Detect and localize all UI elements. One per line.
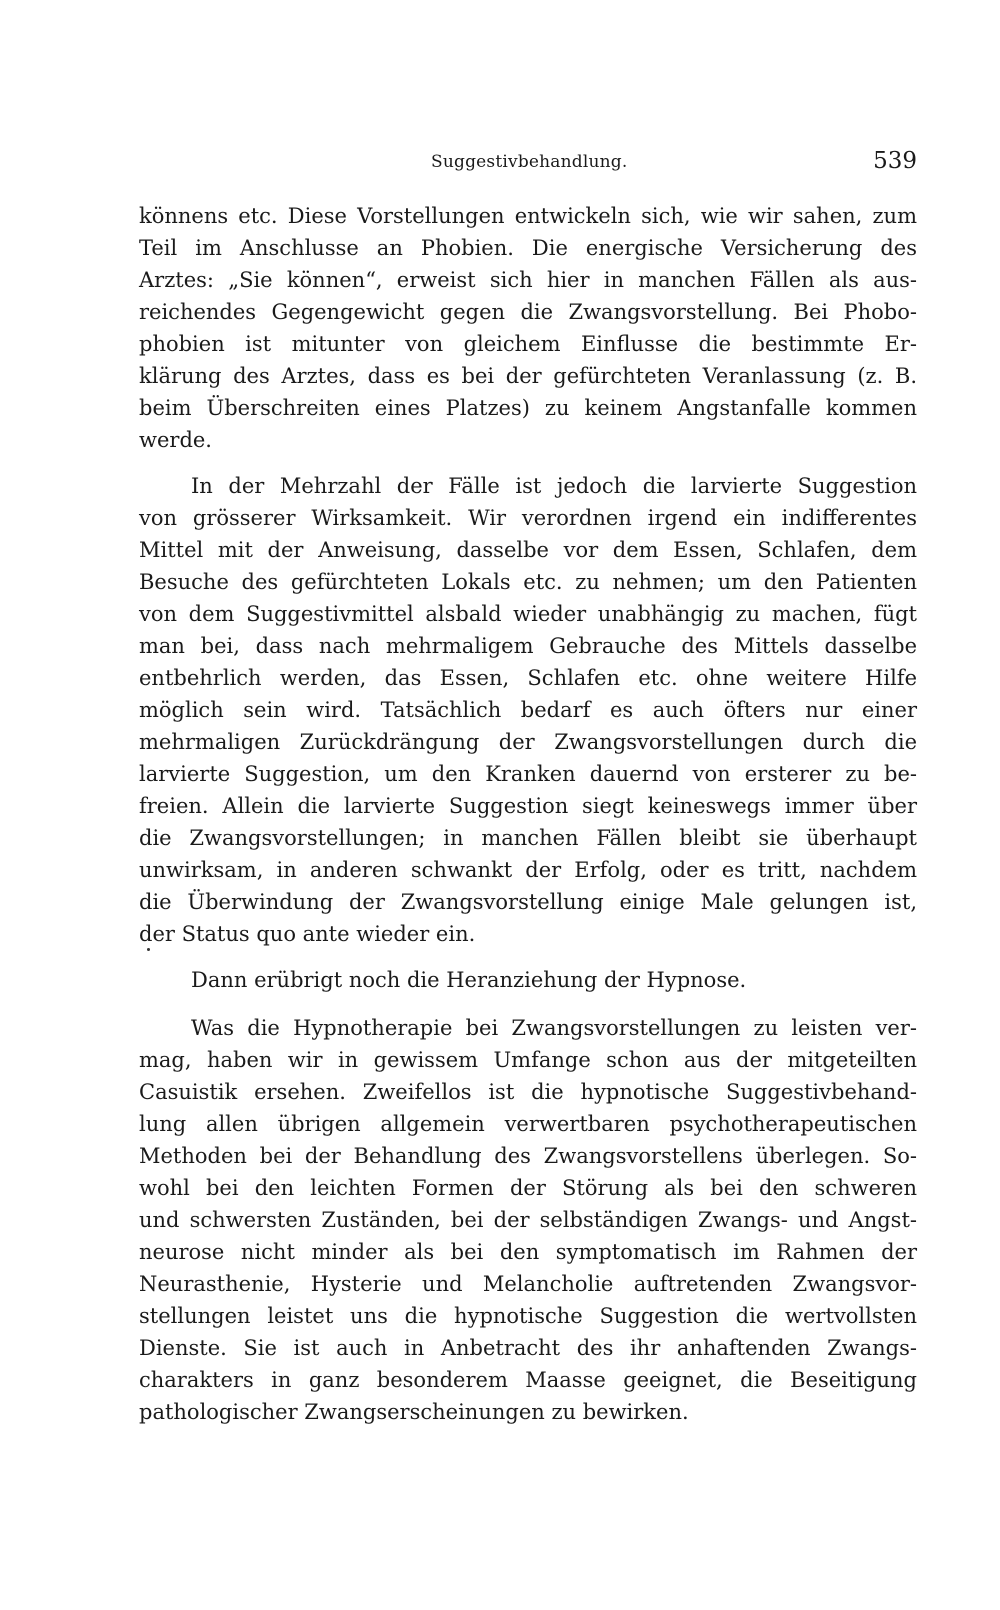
text-line: die Zwangsvorstellungen; in manchen Fällen bleibt sie überhaupt bbox=[139, 826, 917, 850]
page-number: 539 bbox=[873, 148, 917, 174]
text-line: Dienste. Sie ist auch in Anbetracht des ihr anhaftenden Zwangs- bbox=[139, 1336, 917, 1360]
text-line: Neurasthenie, Hysterie und Melancholie auftretenden Zwangsvor- bbox=[139, 1272, 917, 1296]
text-line: entbehrlich werden, das Essen, Schlafen etc. ohne weitere Hilfe bbox=[139, 666, 917, 690]
text-line: man bei, dass nach mehrmaligem Gebrauche des Mittels dasselbe bbox=[139, 634, 917, 658]
text-line: charakters in ganz besonderem Maasse geeignet, die Beseitigung bbox=[139, 1368, 917, 1392]
text-line: werde. bbox=[139, 428, 212, 452]
text-line: Teil im Anschlusse an Phobien. Die energische Versicherung des bbox=[139, 236, 917, 260]
text-line: In der Mehrzahl der Fälle ist jedoch die larvierte Suggestion bbox=[191, 474, 917, 498]
text-line: stellungen leistet uns die hypnotische Suggestion die wertvollsten bbox=[139, 1304, 917, 1328]
text-line: Dann erübrigt noch die Heranziehung der Hypnose. bbox=[191, 968, 747, 992]
running-title: Suggestivbehandlung. bbox=[431, 152, 628, 172]
text-line: Was die Hypnotherapie bei Zwangsvorstellungen zu leisten ver- bbox=[191, 1016, 917, 1040]
text-line: lung allen übrigen allgemein verwertbaren psychotherapeutischen bbox=[139, 1112, 917, 1136]
text-line: Casuistik ersehen. Zweifellos ist die hypnotische Suggestivbehand- bbox=[139, 1080, 917, 1104]
paragraph-3 bbox=[139, 964, 917, 996]
text-line: pathologischer Zwangserscheinungen zu bewirken. bbox=[139, 1400, 689, 1424]
text-line: von dem Suggestivmittel alsbald wieder unabhängig zu machen, fügt bbox=[139, 602, 917, 626]
text-line: neurose nicht minder als bei den symptomatisch im Rahmen der bbox=[139, 1240, 917, 1264]
paragraph-4 bbox=[139, 1012, 917, 1428]
text-line: unwirksam, in anderen schwankt der Erfolg, oder es tritt, nachdem bbox=[139, 858, 917, 882]
text-line: wohl bei den leichten Formen der Störung als bei den schweren bbox=[139, 1176, 917, 1200]
text-line: von grösserer Wirksamkeit. Wir verordnen irgend ein indifferentes bbox=[139, 506, 917, 530]
running-header bbox=[139, 148, 917, 182]
text-line: die Überwindung der Zwangsvorstellung einige Male gelungen ist, bbox=[139, 890, 917, 914]
text-line: Mittel mit der Anweisung, dasselbe vor dem Essen, Schlafen, dem bbox=[139, 538, 917, 562]
text-line: der Status quo ante wieder ein. bbox=[139, 922, 476, 946]
text-line: mag, haben wir in gewissem Umfange schon aus der mitgeteilten bbox=[139, 1048, 917, 1072]
text-line: Arztes: „Sie können“, erweist sich hier in manchen Fällen als aus- bbox=[139, 268, 917, 292]
paragraph-1 bbox=[139, 200, 917, 456]
text-line: larvierte Suggestion, um den Kranken dauernd von ersterer zu be- bbox=[139, 762, 917, 786]
body-text bbox=[139, 200, 917, 1428]
text-line: Besuche des gefürchteten Lokals etc. zu nehmen; um den Patienten bbox=[139, 570, 917, 594]
text-line: phobien ist mitunter von gleichem Einflusse die bestimmte Er- bbox=[139, 332, 917, 356]
text-line: und schwersten Zuständen, bei der selbständigen Zwangs- und Angst- bbox=[139, 1208, 917, 1232]
text-line: mehrmaligen Zurückdrängung der Zwangsvorstellungen durch die bbox=[139, 730, 917, 754]
text-line: Methoden bei der Behandlung des Zwangsvorstellens überlegen. So- bbox=[139, 1144, 917, 1168]
text-line: könnens etc. Diese Vorstellungen entwickeln sich, wie wir sahen, zum bbox=[139, 204, 917, 228]
text-line: reichendes Gegengewicht gegen die Zwangsvorstellung. Bei Phobo- bbox=[139, 300, 917, 324]
text-line: freien. Allein die larvierte Suggestion siegt keineswegs immer über bbox=[139, 794, 917, 818]
text-line: möglich sein wird. Tatsächlich bedarf es auch öfters nur einer bbox=[139, 698, 917, 722]
paragraph-2 bbox=[139, 470, 917, 950]
text-line: beim Überschreiten eines Platzes) zu keinem Angstanfalle kommen bbox=[139, 396, 917, 420]
text-line: klärung des Arztes, dass es bei der gefürchteten Veranlassung (z. B. bbox=[139, 364, 917, 388]
